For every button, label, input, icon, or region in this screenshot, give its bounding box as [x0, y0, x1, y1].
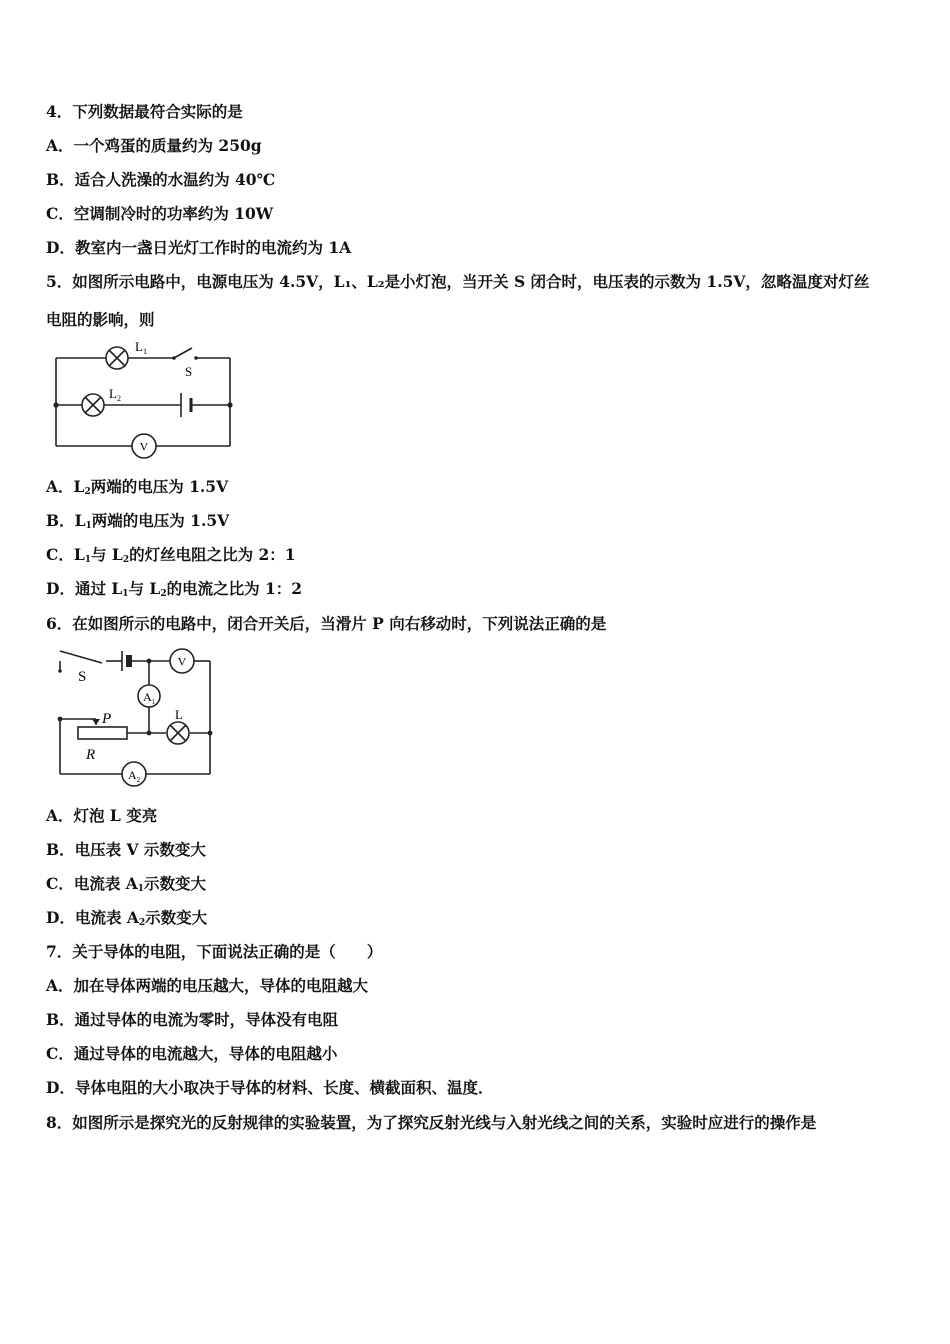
q7-option-a: A．加在导体两端的电压越大，导体的电阻越大	[46, 976, 369, 995]
q5-option-b: B．$L_1$两端的电压为 1.5V	[46, 511, 230, 531]
q6-stem: 6．在如图所示的电路中，闭合开关后，当滑片 P 向右移动时，下列说法正确的是	[46, 614, 607, 633]
junction-right	[227, 402, 232, 407]
label-v: V	[177, 654, 187, 669]
label-l2: $L_2$	[109, 386, 121, 403]
label-p: P	[102, 711, 112, 727]
label-r: R	[86, 747, 96, 763]
label-s: S	[185, 364, 193, 379]
battery-short-plate	[126, 655, 132, 667]
junction-right	[208, 731, 213, 736]
label-a1: $A_1$	[143, 690, 156, 706]
junction-left	[58, 717, 63, 722]
q7-option-b: B．通过导体的电流为零时，导体没有电阻	[46, 1010, 339, 1029]
q6-circuit-diagram	[46, 643, 226, 793]
q4-option-d: D．教室内一盏日光灯工作时的电流约为 1A	[46, 238, 352, 257]
q5-stem-line2: 电阻的影响，则	[46, 310, 155, 329]
q4-stem: 4．下列数据最符合实际的是	[46, 102, 243, 121]
junction-top	[147, 659, 152, 664]
junction-left	[53, 402, 58, 407]
q7-stem: 7．关于导体的电阻，下面说法正确的是（ ）	[46, 942, 383, 961]
q5-circuit-diagram	[46, 338, 246, 462]
q4-option-b: B．适合人洗澡的水温约为 40℃	[46, 170, 276, 189]
q6-option-c: C．电流表 $A_1$示数变大	[46, 874, 207, 894]
switch-pivot	[172, 356, 176, 360]
q5-option-c: C．$L_1$与 $L_2$的灯丝电阻之比为 2：1	[46, 545, 296, 565]
q5-option-d: D．通过 $L_1$与 $L_2$的电流之比为 1：2	[46, 579, 303, 599]
label-a2: $A_2$	[128, 768, 141, 784]
q6-option-d: D．电流表 $A_2$示数变大	[46, 908, 208, 928]
q4-option-c: C．空调制冷时的功率约为 10W	[46, 204, 274, 223]
q7-option-c: C．通过导体的电流越大，导体的电阻越小	[46, 1044, 338, 1063]
switch-contact	[194, 356, 198, 360]
label-v: V	[139, 439, 149, 454]
label-l: L	[175, 707, 183, 722]
q6-option-a: A．灯泡 L 变亮	[46, 806, 158, 825]
label-s: S	[78, 669, 87, 685]
slider-arrow	[92, 719, 100, 725]
q5-stem-line1: 5．如图所示电路中，电源电压为 4.5V，L₁、L₂是小灯泡，当开关 S 闭合时，电压表的示数为 1.5V，忽略温度对灯丝	[46, 272, 870, 291]
switch-pivot	[58, 669, 62, 673]
junction-middle	[147, 731, 152, 736]
q4-option-a: A．一个鸡蛋的质量约为 250g	[46, 136, 262, 155]
q7-option-d: D．导体电阻的大小取决于导体的材料、长度、横截面积、温度．	[46, 1078, 494, 1097]
q6-option-b: B．电压表 V 示数变大	[46, 840, 206, 859]
q5-option-a: A．$L_2$两端的电压为 1.5V	[46, 477, 229, 497]
q8-stem: 8．如图所示是探究光的反射规律的实验装置，为了探究反射光线与入射光线之间的关系，实验时应进行的操作是	[46, 1113, 817, 1132]
label-l1: $L_1$	[135, 339, 147, 356]
